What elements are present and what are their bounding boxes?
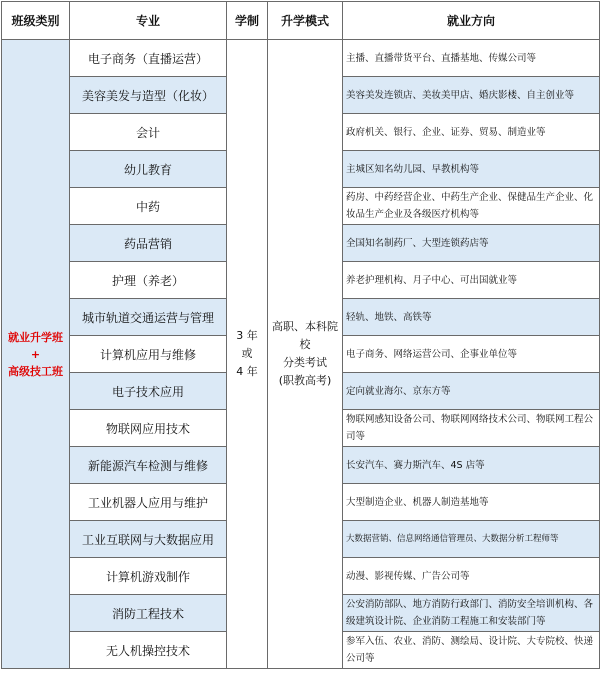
career-cell: 公安消防部队、地方消防行政部门、消防安全培训机构、各级建筑设计院、企业消防工程施工和安装部门等 xyxy=(343,595,600,632)
promotion-mode-line3: (职教高考) xyxy=(278,374,332,387)
career-cell: 美容美发连锁店、美妆美甲店、婚庆影楼、自主创业等 xyxy=(343,77,600,114)
career-cell: 轻轨、地铁、高铁等 xyxy=(343,299,600,336)
career-cell: 主播、直播带货平台、直播基地、传媒公司等 xyxy=(343,40,600,77)
majors-table xyxy=(1,1,600,669)
career-cell: 大数据营销、信息网络通信管理员、大数据分析工程师等 xyxy=(343,521,600,558)
major-cell: 工业互联网与大数据应用 xyxy=(70,521,227,558)
career-cell: 大型制造企业、机器人制造基地等 xyxy=(343,484,600,521)
major-cell: 护理（养老） xyxy=(70,262,227,299)
major-cell: 中药 xyxy=(70,188,227,225)
major-cell: 消防工程技术 xyxy=(70,595,227,632)
major-cell: 电子技术应用 xyxy=(70,373,227,410)
table-row xyxy=(2,40,600,77)
promotion-mode-line2: 分类考试 xyxy=(283,356,327,369)
career-cell: 长安汽车、赛力斯汽车、4S 店等 xyxy=(343,447,600,484)
class-category-line1: 就业升学班 xyxy=(8,330,63,344)
major-cell: 工业机器人应用与维护 xyxy=(70,484,227,521)
class-category-line3: 高级技工班 xyxy=(8,364,63,378)
major-cell: 计算机应用与维修 xyxy=(70,336,227,373)
header-career: 就业方向 xyxy=(343,2,600,40)
duration-line2: 或 xyxy=(241,347,253,360)
duration-cell xyxy=(227,40,268,669)
header-mode: 升学模式 xyxy=(268,2,343,40)
class-category-cell xyxy=(2,40,70,669)
career-cell: 政府机关、银行、企业、证券、贸易、制造业等 xyxy=(343,114,600,151)
major-cell: 城市轨道交通运营与管理 xyxy=(70,299,227,336)
major-cell: 计算机游戏制作 xyxy=(70,558,227,595)
career-cell: 物联网感知设备公司、物联网网络技术公司、物联网工程公司等 xyxy=(343,410,600,447)
duration-line1: 3 年 xyxy=(236,329,258,342)
major-cell: 电子商务（直播运营） xyxy=(70,40,227,77)
major-cell: 新能源汽车检测与维修 xyxy=(70,447,227,484)
major-cell: 物联网应用技术 xyxy=(70,410,227,447)
class-category-line2: + xyxy=(30,347,41,361)
header-row xyxy=(2,2,600,40)
promotion-mode-line1: 高职、本科院校 xyxy=(272,320,338,351)
career-cell: 养老护理机构、月子中心、可出国就业等 xyxy=(343,262,600,299)
career-cell: 定向就业海尔、京东方等 xyxy=(343,373,600,410)
promotion-mode-cell xyxy=(268,40,343,669)
major-cell: 无人机操控技术 xyxy=(70,632,227,669)
header-category: 班级类别 xyxy=(2,2,70,40)
career-cell: 电子商务、网络运营公司、企事业单位等 xyxy=(343,336,600,373)
major-cell: 美容美发与造型（化妆） xyxy=(70,77,227,114)
career-cell: 全国知名制药厂、大型连锁药店等 xyxy=(343,225,600,262)
major-cell: 幼儿教育 xyxy=(70,151,227,188)
career-cell: 药房、中药经营企业、中药生产企业、保健品生产企业、化妆品生产企业及各级医疗机构等 xyxy=(343,188,600,225)
career-cell: 动漫、影视传媒、广告公司等 xyxy=(343,558,600,595)
career-cell: 参军入伍、农业、消防、测绘局、设计院、大专院校、快递公司等 xyxy=(343,632,600,669)
career-cell: 主城区知名幼儿园、早教机构等 xyxy=(343,151,600,188)
major-cell: 药品营销 xyxy=(70,225,227,262)
header-duration: 学制 xyxy=(227,2,268,40)
duration-line3: 4 年 xyxy=(236,365,258,378)
header-major: 专业 xyxy=(70,2,227,40)
major-cell: 会计 xyxy=(70,114,227,151)
